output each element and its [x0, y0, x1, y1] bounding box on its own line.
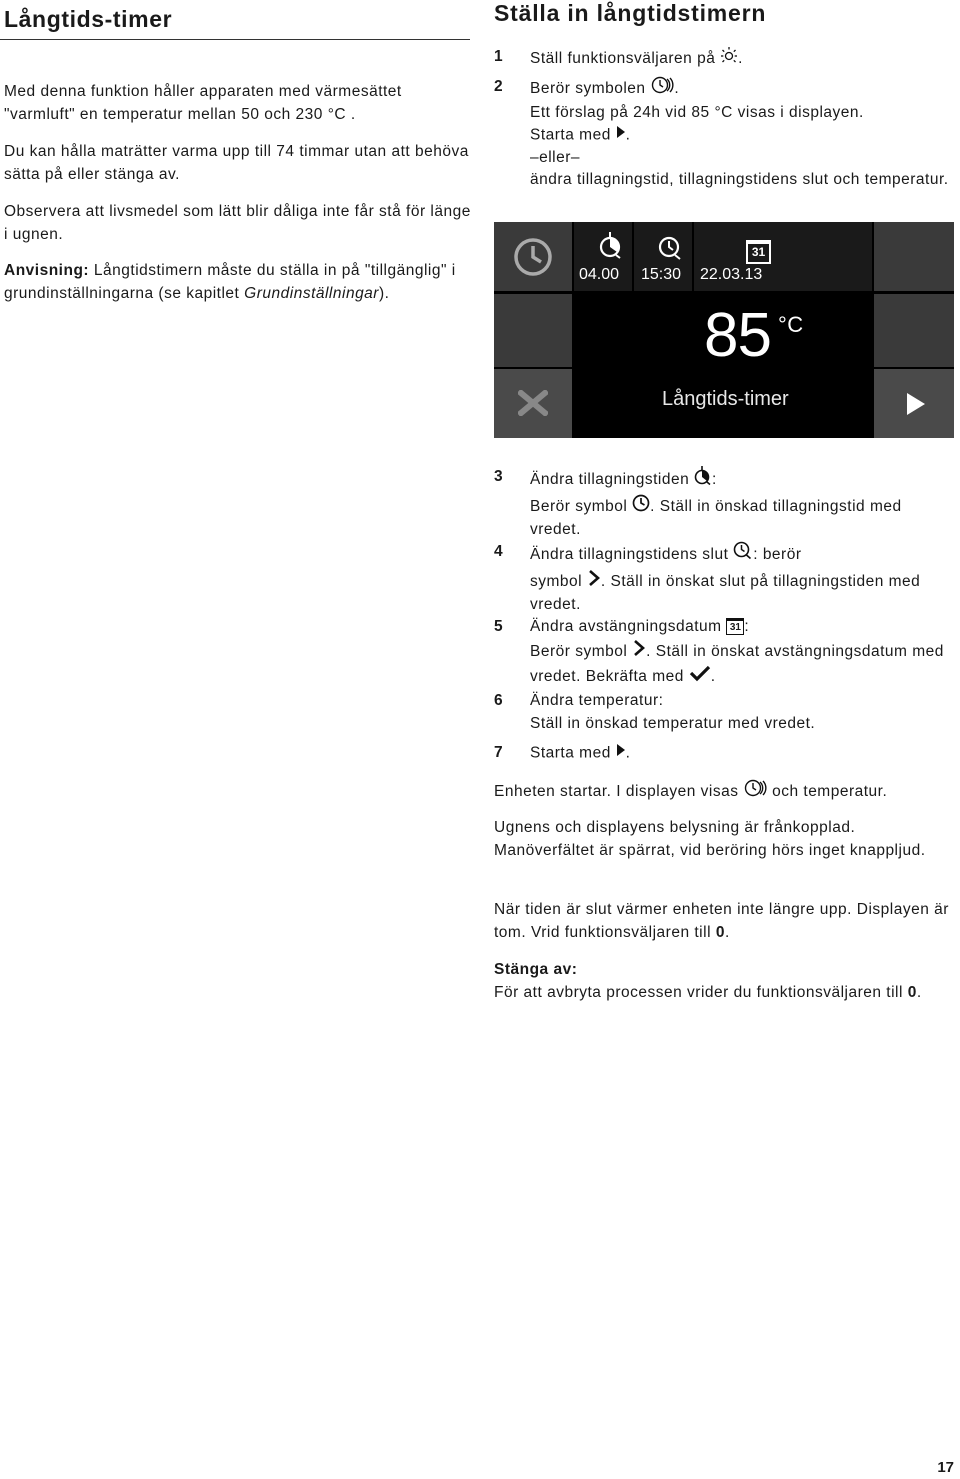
date-value: 22.03.13	[700, 266, 763, 283]
temperature-unit: °C	[778, 312, 804, 337]
date-tile[interactable]	[694, 222, 872, 291]
long-timer-icon	[650, 76, 674, 102]
play-icon	[905, 391, 927, 417]
step-number: 2	[494, 78, 504, 95]
step-6: 6 Ändra temperatur: Ställ in önskad temperatur med vredet.	[494, 692, 816, 732]
note-chapter-ref: Grundinställningar	[244, 284, 379, 302]
step-2: 2 Berör symbolen . Ett förslag på 24h vid 85 °C visas i displayen. Starta med . –eller– ändra tillagningstid, tillagningstidens slut och temperatur.	[494, 78, 949, 189]
empty-tile-right-top	[874, 222, 954, 291]
end-time-tile[interactable]	[634, 222, 692, 291]
step-7: 7 Starta med .	[494, 742, 956, 765]
oven-display	[494, 222, 954, 438]
start-tile[interactable]	[874, 369, 954, 438]
food-warning-paragraph: Observera att livsmedel som lätt blir dåliga inte får stå för länge i ugnen.	[4, 203, 471, 243]
duration-icon	[694, 466, 712, 494]
long-timer-icon	[743, 779, 767, 805]
checkmark-icon	[689, 664, 711, 690]
note-paragraph	[4, 260, 474, 305]
start-triangle-icon	[616, 742, 626, 765]
clock-icon	[513, 237, 555, 277]
note-label: Anvisning:	[4, 262, 90, 279]
end-time-icon	[733, 541, 753, 569]
empty-tile-left	[494, 294, 572, 367]
stop-label: Stänga av:	[494, 961, 578, 978]
end-time-icon	[658, 236, 684, 262]
step-1: 1 Ställ funktionsväljaren på .	[494, 46, 956, 72]
page-number: 17	[937, 1459, 954, 1476]
lamp-icon	[720, 46, 738, 72]
step-number: 3	[494, 468, 504, 485]
intro-paragraph: Med denna funktion håller apparaten med värmesättet "varmluft" en temperatur mellan 50 och 230 °C .	[4, 83, 402, 123]
calendar-icon: 31	[726, 618, 744, 635]
chevron-right-icon	[587, 569, 601, 595]
timer-tile[interactable]	[494, 222, 572, 291]
step-4: 4 Ändra tillagningstidens slut : berör symbol . Ställ in önskat slut på tillagningstiden med vredet.	[494, 543, 921, 613]
empty-tile-right-mid	[874, 294, 954, 367]
step-5: 5 Ändra avstängningsdatum 31 : Berör symbol . Ställ in önskat avstängningsdatum med vredet. Bekräfta med .	[494, 616, 956, 690]
keep-warm-paragraph: Du kan hålla maträtter varma upp till 74 timmar utan att behöva sätta på eller stänga av.	[4, 143, 469, 183]
stop-paragraph: Stänga av: För att avbryta processen vrider du funktionsväljaren till 0.	[494, 961, 922, 1001]
duration-tile[interactable]	[574, 222, 632, 291]
cancel-tile[interactable]	[494, 369, 572, 438]
step-number: 4	[494, 543, 504, 560]
title-divider	[0, 39, 470, 40]
temperature-value: 85	[704, 301, 771, 370]
end-time-value: 15:30	[641, 266, 682, 283]
section-title: Långtids-timer	[4, 6, 173, 32]
note-end: ).	[378, 284, 390, 302]
start-paragraph: Enheten startar. I displayen visas och temperatur.	[494, 779, 956, 805]
step-number: 5	[494, 618, 504, 635]
step-3: 3 Ändra tillagningstiden : Berör symbol . Ställ in önskad tillagningstid med vredet.	[494, 468, 902, 538]
end-paragraph: När tiden är slut värmer enheten inte längre upp. Displayen är tom. Vrid funktionsväljaren till 0.	[494, 901, 949, 941]
start-triangle-icon	[616, 124, 626, 147]
step-number: 1	[494, 48, 504, 65]
step-number: 7	[494, 744, 504, 761]
lighting-paragraph: Ugnens och displayens belysning är frånkopplad. Manöverfältet är spärrat, vid beröring hörs inget knappljud.	[494, 819, 926, 859]
duration-icon	[599, 232, 625, 260]
close-icon	[518, 390, 548, 416]
setup-title: Ställa in långtidstimern	[494, 0, 767, 26]
mode-label: Långtids-timer	[662, 388, 789, 410]
note-text: Långtidstimern måste du ställa in på "tillgänglig" i grundinställningarna (se kapitlet	[4, 262, 456, 302]
chevron-right-icon	[632, 639, 646, 665]
clock-icon	[632, 494, 650, 520]
step-number: 6	[494, 692, 504, 709]
duration-value: 04.00	[579, 266, 620, 283]
step-text: Ställ funktionsväljaren på	[530, 49, 721, 67]
calendar-icon: 31	[746, 240, 771, 264]
